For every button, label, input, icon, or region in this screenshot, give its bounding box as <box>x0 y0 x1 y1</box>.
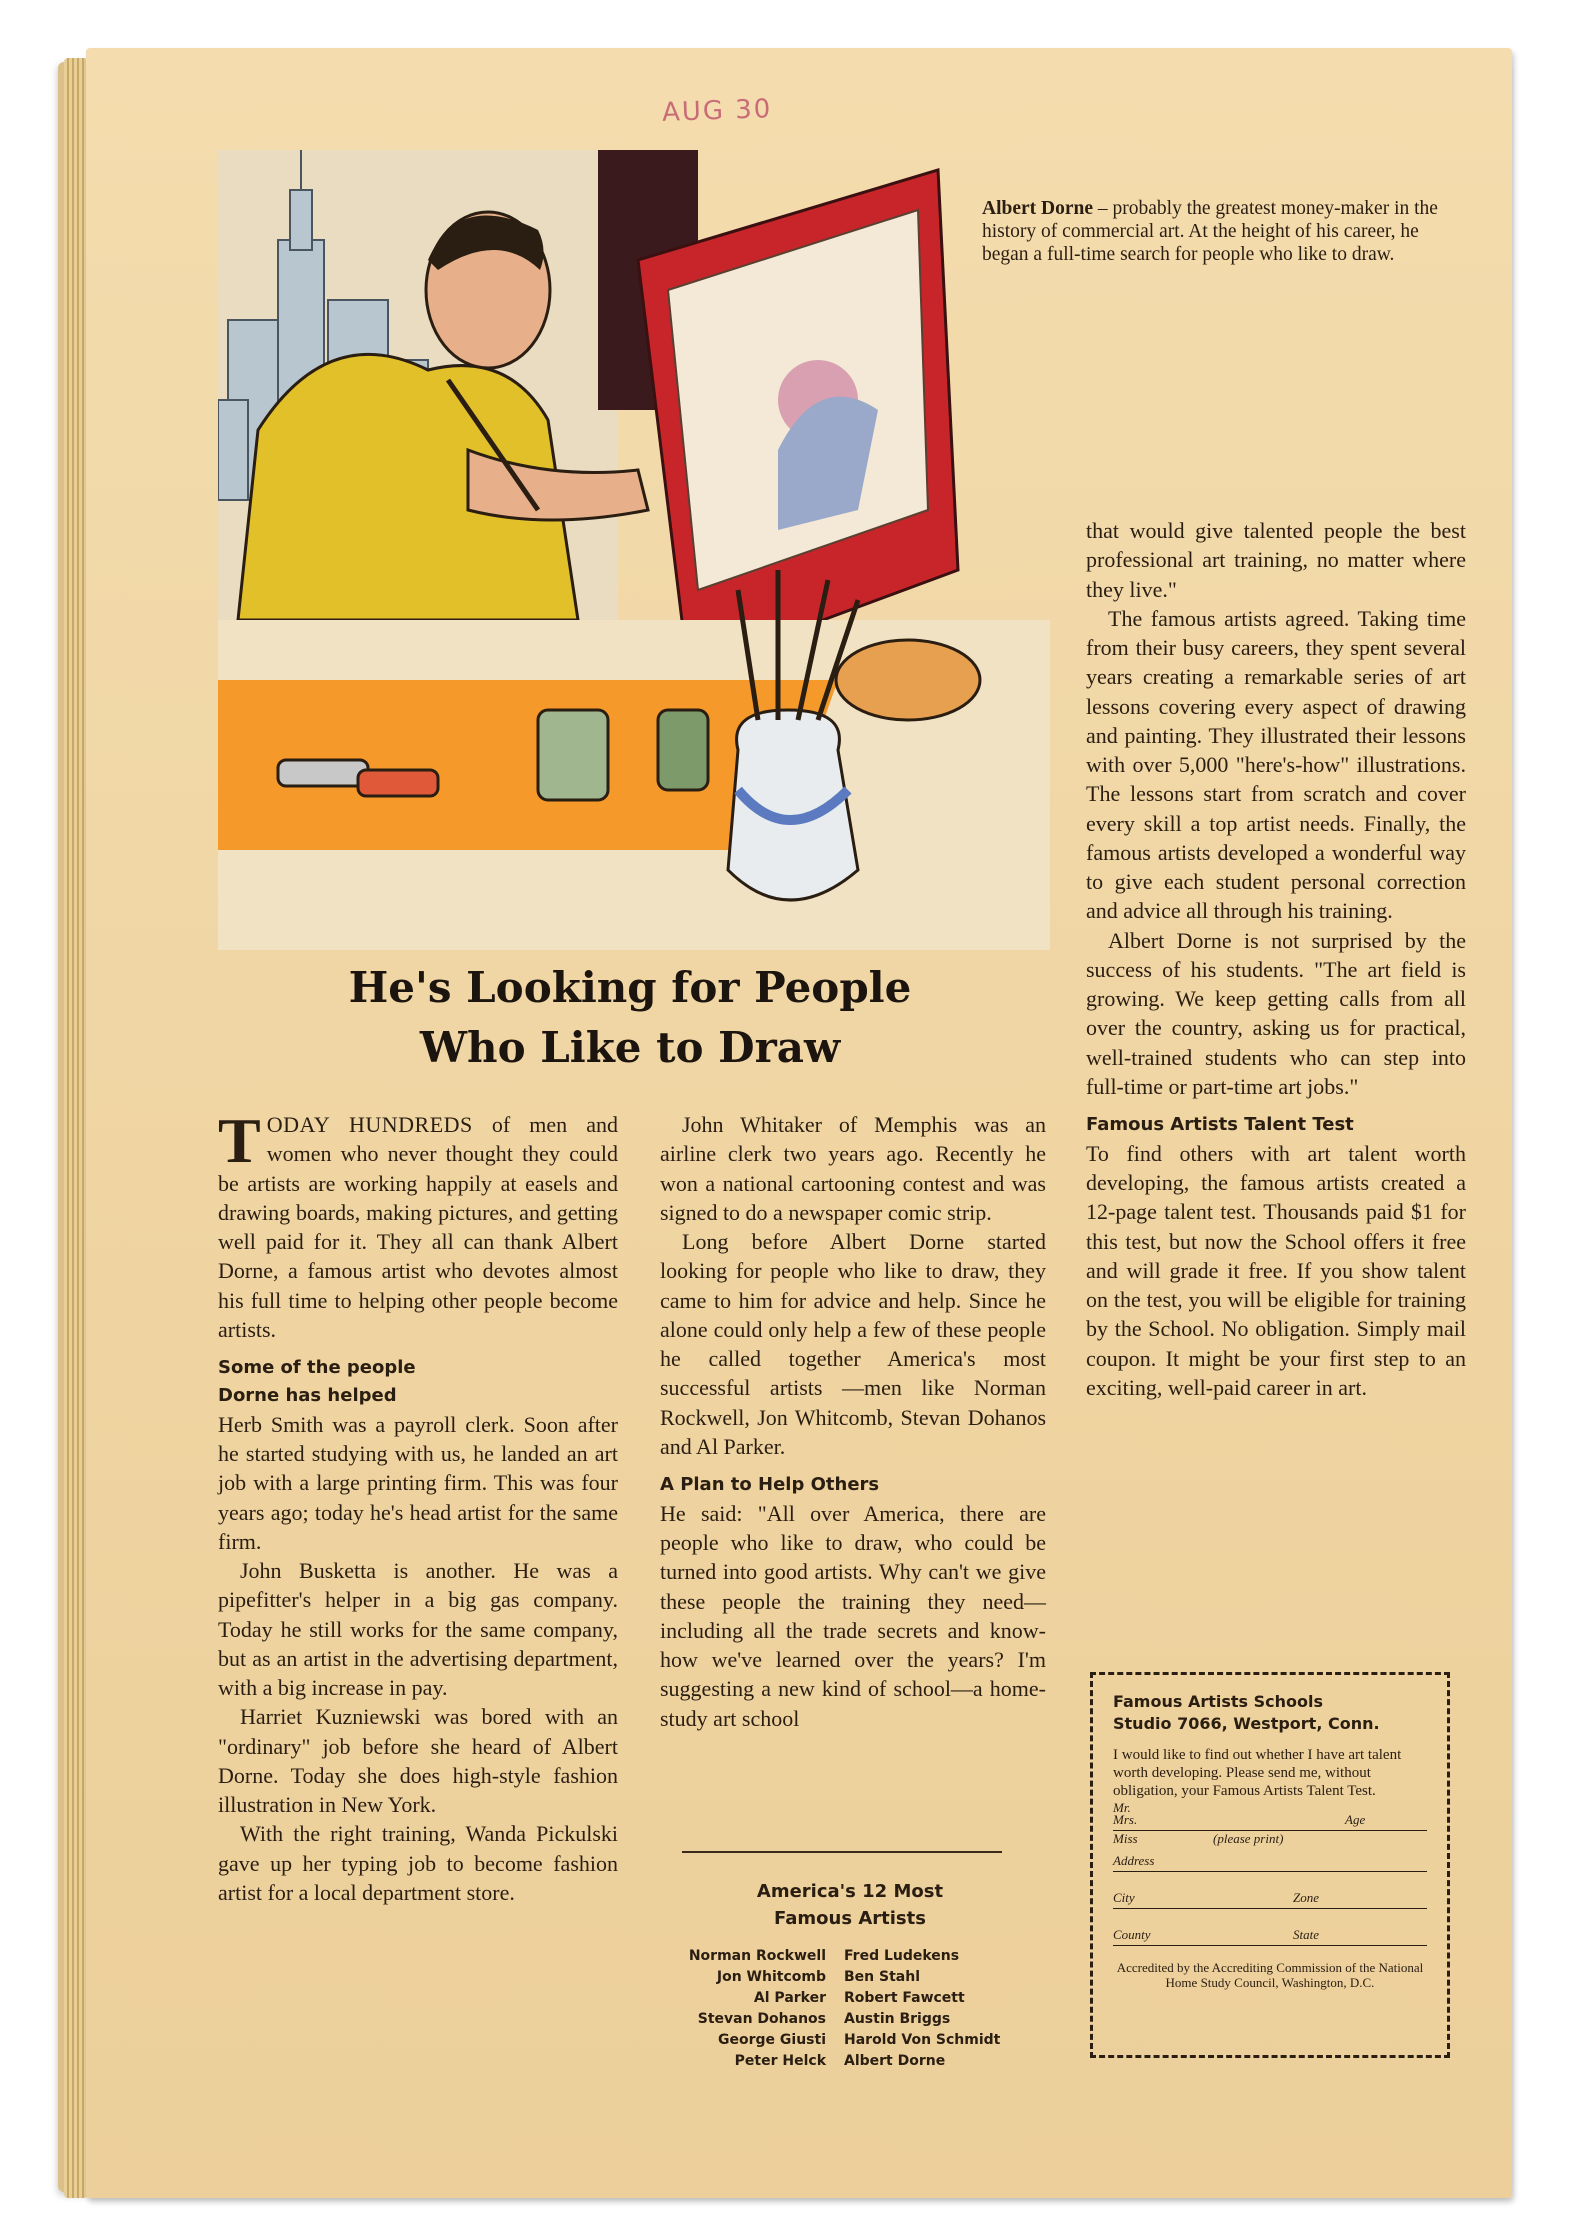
zone-label: Zone <box>1293 1889 1319 1905</box>
city-zone-field[interactable] <box>1113 1886 1427 1909</box>
paragraph-herb-smith: Herb Smith was a payroll clerk. Soon after he started studying with us, he landed an art job with a large printing firm. This was four years ago; today he's head artist for the same firm. <box>218 1411 618 1554</box>
artist-name: Jon Whitcomb <box>716 1969 826 1985</box>
paragraph-continued: that would give talented people the best professional art training, no matter where they live." <box>1086 518 1466 602</box>
headline-line-1: He's Looking for People <box>348 963 912 1012</box>
drop-cap: T <box>218 1105 261 1176</box>
column-3 <box>1086 516 1466 1402</box>
caption-name: Albert Dorne <box>982 198 1094 219</box>
artist-illustration <box>218 150 1050 950</box>
age-label: Age <box>1345 1811 1366 1827</box>
artist-name: Norman Rockwell <box>688 1948 826 1964</box>
famous-artists-title <box>660 1878 1040 1932</box>
illustration-caption <box>982 197 1442 266</box>
coupon-text: I would like to find out whether I have art talent worth developing. Please send me, without obligation, your Famous Artists Talent Test. <box>1113 1746 1402 1799</box>
paragraph-harriet: Harriet Kuzniewski was bored with an "ordinary" job before she heard of Albert Dorne. Today she does high-style fashion illustration in New York. <box>218 1704 618 1818</box>
artist-name: George Giusti <box>718 2032 826 2048</box>
subhead-line-2: Dorne has helped <box>218 1384 397 1406</box>
page-edges <box>64 58 88 2198</box>
artist-name: Austin Briggs <box>844 2011 951 2027</box>
paragraph-wanda: With the right training, Wanda Pickulski gave up her typing job to become fashion artist for a local department store. <box>218 1821 618 1905</box>
subhead-line-1: Some of the people <box>218 1357 416 1378</box>
column-2 <box>660 1110 1046 1733</box>
coupon-school-address: Studio 7066, Westport, Conn. <box>1113 1714 1380 1734</box>
intro-text: of men and women who never thought they could be artists are working happily at easels and drawing boards, making pictures, and getting well paid for it. They all can thank Albert Dorne, a famous artist who devotes almost his full time to helping other people become artists. <box>218 1112 618 1342</box>
artist-name: Harold Von Schmidt <box>844 2032 1001 2048</box>
mr-label: Mr. <box>1113 1799 1131 1815</box>
famous-title-line-2: Famous Artists <box>774 1908 926 1929</box>
artist-name: Peter Helck <box>734 2053 826 2069</box>
mail-coupon[interactable] <box>1090 1672 1450 2058</box>
please-print-label: (please print) <box>1213 1830 1284 1846</box>
date-stamp: AUG 30 <box>661 94 773 128</box>
paragraph-talent-test: To find others with art talent worth developing, the famous artists created a 12-page talent test. Thousands paid $1 for this test, but now the School offers it free and will grade it free. If you show talent on the test, you will be eligible for training by the School. No obligation. Simply mail coupon. It might be your first step to an exciting, well-paid career in art. <box>1086 1140 1466 1400</box>
intro-paragraph <box>218 1105 618 1344</box>
column-1 <box>218 1105 618 1907</box>
headline <box>240 958 1020 1077</box>
coupon-school <box>1113 1691 1427 1736</box>
subhead-talent-test: Famous Artists Talent Test <box>1086 1114 1354 1135</box>
artist-names-left <box>636 1946 826 2072</box>
artist-name: Albert Dorne <box>844 2053 946 2069</box>
headline-line-2: Who Like to Draw <box>419 1022 841 1072</box>
county-label: County <box>1113 1926 1151 1942</box>
paragraph-john-whitaker: John Whitaker of Memphis was an airline clerk two years ago. Recently he won a national cartooning contest and was signed to do a newspaper comic strip. <box>660 1112 1046 1225</box>
subhead-people-helped <box>218 1354 618 1410</box>
address-label: Address <box>1113 1852 1155 1868</box>
miss-label: Miss <box>1113 1830 1138 1846</box>
state-label: State <box>1293 1926 1319 1942</box>
subhead-plan: A Plan to Help Others <box>660 1474 880 1495</box>
paragraph-not-surprised: Albert Dorne is not surprised by the success of his students. "The art field is growing. We keep getting calls from all over the country, asking us for practical, well-trained students who can step into full-time or part-time art jobs." <box>1086 927 1466 1099</box>
caption-text: – probably the greatest money-maker in the history of commercial art. At the height of his career, he began a full-time search for people who like to draw. <box>982 198 1438 265</box>
paragraph-long-before: Long before Albert Dorne started looking for people who like to draw, they came to him for advice and help. Since he alone could only help a few of these people he called together America's most successful artists —men like Norman Rockwell, Jon Whitcomb, Stevan Dohanos and Al Parker. <box>660 1229 1046 1459</box>
artist-name: Ben Stahl <box>844 1969 920 1985</box>
famous-title-line-1: America's 12 Most <box>756 1881 944 1902</box>
artist-name: Robert Fawcett <box>844 1990 965 2006</box>
paragraph-john-busketta: John Busketta is another. He was a pipefitter's helper in a big gas company. Today he still works for the same company, but as an artist in the advertising department, with a big increase in pay. <box>218 1558 618 1701</box>
paragraph-artists-agreed: The famous artists agreed. Taking time from their busy careers, they spent several years creating a remarkable series of art lessons covering every aspect of drawing and painting. They illustrated their lessons with over 5,000 "here's-how" illustrations. The lessons start from scratch and cover every skill a top artist needs. Finally, the famous artists developed a wonderful way to give each student personal correction and advice all through his training. <box>1086 605 1466 924</box>
divider-rule <box>682 1851 1002 1853</box>
name-field[interactable] <box>1113 1799 1427 1831</box>
artist-names-right <box>844 1946 1044 2072</box>
accreditation-note: Accredited by the Accrediting Commission of the National Home Study Council, Washington, D.C. <box>1116 1959 1424 1991</box>
coupon-school-name: Famous Artists Schools <box>1113 1692 1323 1711</box>
intro-lead: ODAY HUNDREDS <box>266 1112 473 1137</box>
artist-name: Al Parker <box>753 1990 826 2006</box>
miss-field[interactable] <box>1113 1830 1427 1849</box>
artist-name: Fred Ludekens <box>844 1948 960 1964</box>
artist-name: Stevan Dohanos <box>697 2011 826 2027</box>
city-label: City <box>1113 1889 1135 1905</box>
address-field[interactable] <box>1113 1849 1427 1872</box>
paragraph-he-said: He said: "All over America, there are people who like to draw, who could be turned into good artists. Why can't we give these people the training they need—including all the trade secrets and know-how we've learned over the years? I'm suggesting a new kind of school—a home-study art school <box>660 1500 1046 1731</box>
mrs-label: Mrs. <box>1113 1811 1138 1827</box>
county-state-field[interactable] <box>1113 1923 1427 1946</box>
